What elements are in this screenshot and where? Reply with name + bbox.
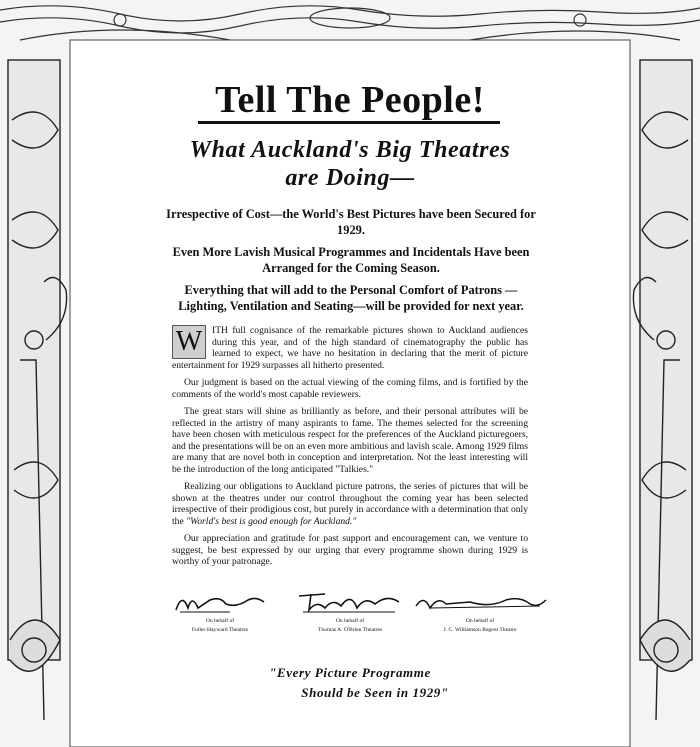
point-1: Irrespective of Cost—the World's Best Pictures have been Secured for 1929. bbox=[166, 207, 536, 237]
subheadline-line-1: What Auckland's Big Theatres bbox=[189, 137, 511, 163]
paragraph-4 bbox=[172, 481, 528, 527]
point-2: Even More Lavish Musical Programmes and Incidentals Have been Arranged for the Coming Season. bbox=[172, 245, 530, 275]
theatre-name-2: Thomas A. O'Brien Theatres bbox=[318, 627, 382, 633]
key-points bbox=[165, 206, 537, 320]
paragraph-1 bbox=[172, 325, 528, 371]
headline: Tell The People! bbox=[215, 79, 485, 121]
signature-block-1 bbox=[145, 588, 295, 634]
paragraph-4-text: Realizing our obligations to Auckland picture patrons, the series of pictures that will be shown at the theatres under our control throughout the coming year has been selected irrespective of their prodigious cost, but purely in accordance with a determination that only the bbox=[172, 481, 528, 527]
headline-underline bbox=[198, 121, 500, 124]
on-behalf-label-1: On behalf of bbox=[205, 618, 235, 624]
paragraph-4-quote: "World's best is good enough for Auckland." bbox=[186, 515, 357, 527]
paragraph-3: The great stars will shine as brilliantly as before, and their personal attributes will be reflected in the artistry of many aspirants to fame. The themes selected for the screening have been chosen with meticulous respect for the preferences of the Auckland picturegoers, and the presentations will be on an even more ambitious and lavish scale. Among 1929 films are many that are novel both in conception and interpretation. Not the least interesting will be the introduction of the long anticipated "Talkies." bbox=[172, 406, 528, 475]
paragraph-1-text: ITH full cognisance of the remarkable pictures shown to Auckland audiences during this year, and of the high standard of cinematography the public has learned to expect, we have no hesitation in declaring that the merit of picture entertainment for 1929 surpasses all hitherto presented. bbox=[172, 325, 528, 371]
closing-slogan bbox=[0, 663, 700, 703]
signature-hayward bbox=[170, 588, 270, 616]
on-behalf-label-2: On behalf of bbox=[335, 618, 365, 624]
signatures bbox=[0, 588, 700, 648]
on-behalf-label-3: On behalf of bbox=[465, 618, 495, 624]
subheadline-line-2: are Doing— bbox=[285, 165, 415, 191]
body-text bbox=[172, 325, 528, 574]
theatre-name-3: J. C. Williamson Regent Theatre bbox=[443, 627, 517, 633]
signature-block-3 bbox=[405, 588, 555, 634]
signature-beaumont bbox=[410, 588, 550, 616]
point-3: Everything that will add to the Personal Comfort of Patrons —Lighting, Ventilation and Seating—will be provided for next year. bbox=[178, 283, 524, 313]
drop-cap: W bbox=[172, 325, 206, 359]
paragraph-2: Our judgment is based on the actual viewing of the coming films, and is fortified by the comments of the world's most capable reviewers. bbox=[172, 377, 528, 400]
signature-obrien bbox=[295, 588, 405, 616]
signature-block-2 bbox=[275, 588, 425, 634]
closing-line-2: Should be Seen in 1929" bbox=[301, 685, 449, 700]
paragraph-5: Our appreciation and gratitude for past support and encouragement can, we venture to suggest, be best expressed by our urging that every programme shown during 1929 is worthy of your patronage. bbox=[172, 533, 528, 567]
subheadline bbox=[0, 136, 700, 192]
closing-line-1: "Every Picture Programme bbox=[269, 665, 431, 680]
theatre-name-1: Fuller-Hayward Theatres bbox=[191, 627, 249, 633]
